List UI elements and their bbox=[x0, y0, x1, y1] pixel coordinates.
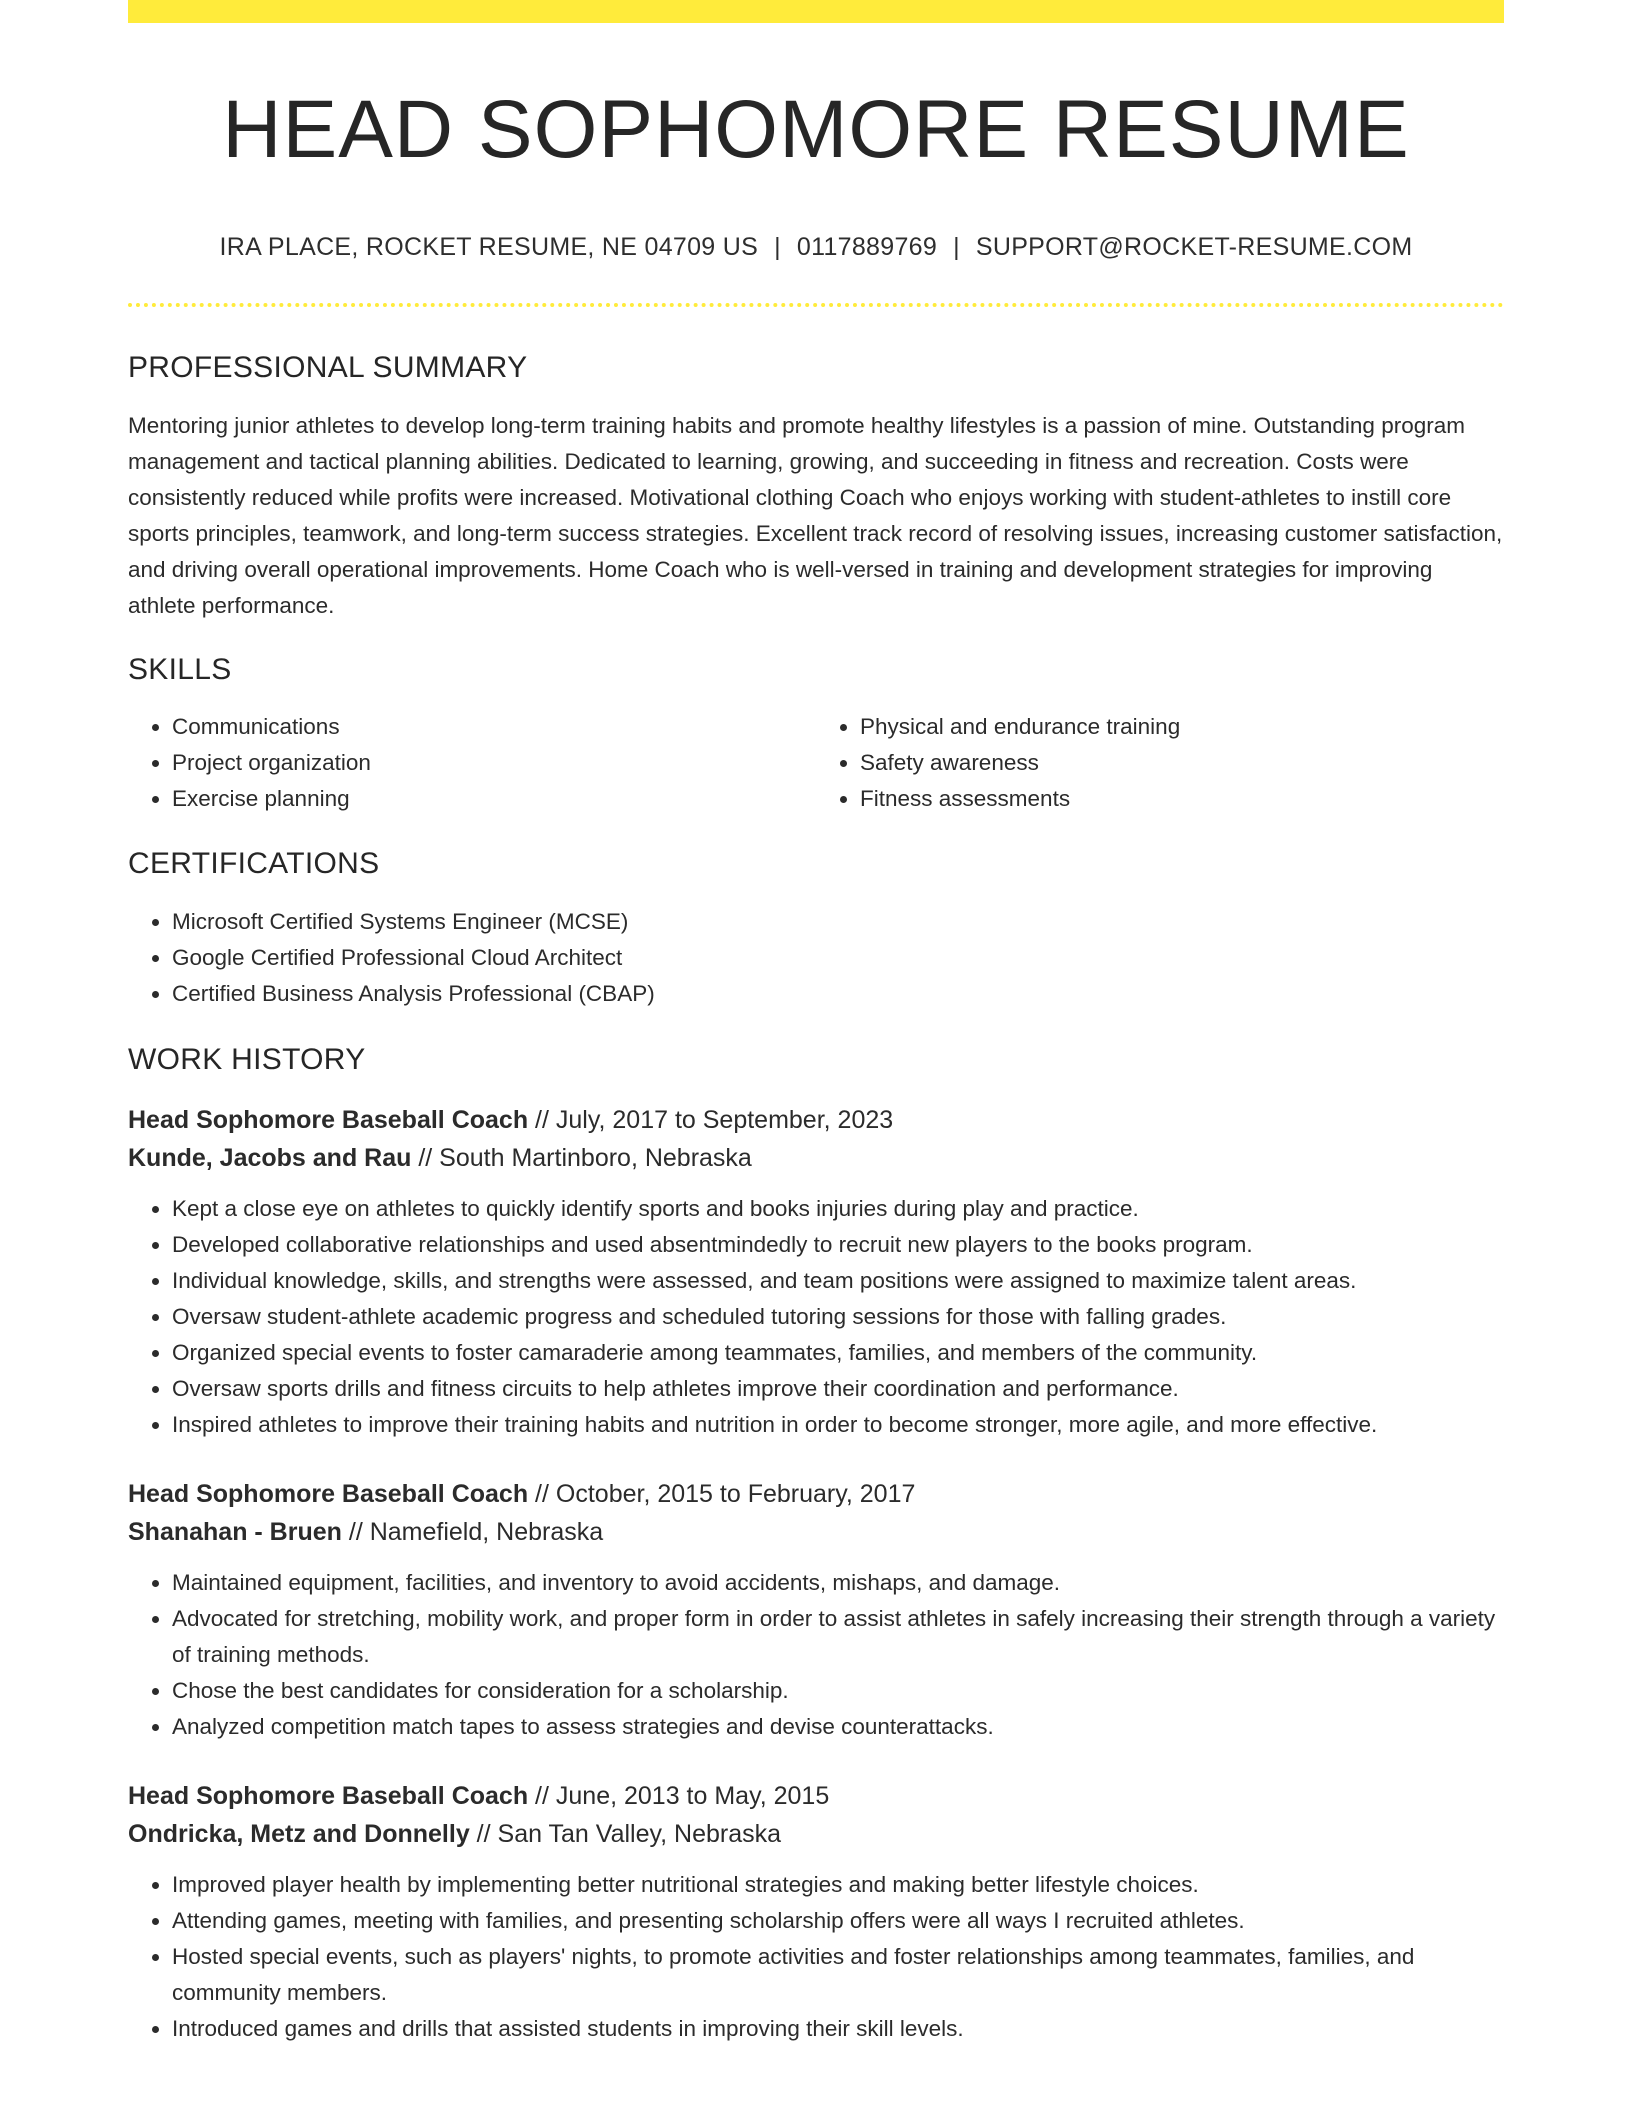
resume-content bbox=[128, 0, 1504, 2047]
contact-email: SUPPORT@ROCKET-RESUME.COM bbox=[975, 233, 1413, 261]
certification-item: • Certified Business Analysis Professional (CBAP) bbox=[172, 976, 1504, 1012]
job-bullets bbox=[128, 1565, 1504, 1745]
job-bullet: • Developed collaborative relationships and used absentmindedly to recruit new players to the books program. bbox=[172, 1227, 1504, 1263]
skill-item: • Fitness assessments bbox=[860, 781, 1504, 817]
skills-grid bbox=[128, 709, 1504, 817]
job-location: // Namefield, Nebraska bbox=[341, 1518, 604, 1546]
certification-item: • Google Certified Professional Cloud Architect bbox=[172, 940, 1504, 976]
job-bullet: • Inspired athletes to improve their training habits and nutrition in order to become stronger, more agile, and more effective. bbox=[172, 1407, 1504, 1443]
job-bullets bbox=[128, 1191, 1504, 1443]
job-title: Head Sophomore Baseball Coach bbox=[128, 1782, 529, 1810]
job-location: // San Tan Valley, Nebraska bbox=[469, 1820, 782, 1848]
work-history-heading: WORK HISTORY bbox=[128, 1043, 366, 1076]
skill-item: • Project organization bbox=[172, 745, 816, 781]
summary-text: Mentoring junior athletes to develop long-term training habits and promote healthy lifestyles is a passion of mine. Outstanding program management and tactical planning abilities. Dedicated to learning, growing, and succeeding in fitness and recreation. Costs were consistently reduced while profits were increased. Motivational clothing Coach who enjoys working with student-athletes to instill core sports principles, teamwork, and long-term success strategies. Excellent track record of resolving issues, increasing customer satisfaction, and driving overall operational improvements. Home Coach who is well-versed in training and development strategies for improving athlete performance. bbox=[128, 413, 1503, 618]
contact-address: IRA PLACE, ROCKET RESUME, NE 04709 US bbox=[219, 233, 759, 261]
job-dates: // June, 2013 to May, 2015 bbox=[528, 1782, 830, 1810]
job-title-line bbox=[128, 1475, 1504, 1513]
job-title-line bbox=[128, 1101, 1504, 1139]
skills-list-left bbox=[128, 709, 816, 817]
job-entry bbox=[128, 1475, 1504, 1745]
job-entry bbox=[128, 1777, 1504, 2047]
job-bullet: • Analyzed competition match tapes to assess strategies and devise counterattacks. bbox=[172, 1709, 1504, 1745]
job-company-line bbox=[128, 1513, 1504, 1551]
skill-item: • Safety awareness bbox=[860, 745, 1504, 781]
job-bullet: • Kept a close eye on athletes to quickly identify sports and books injuries during play and practice. bbox=[172, 1191, 1504, 1227]
job-bullet: • Maintained equipment, facilities, and inventory to avoid accidents, mishaps, and damage. bbox=[172, 1565, 1504, 1601]
job-bullet: • Improved player health by implementing better nutritional strategies and making better lifestyle choices. bbox=[172, 1867, 1504, 1903]
job-bullet: • Attending games, meeting with families, and presenting scholarship offers were all ways I recruited athletes. bbox=[172, 1903, 1504, 1939]
summary-heading: PROFESSIONAL SUMMARY bbox=[128, 351, 528, 384]
skill-item: • Physical and endurance training bbox=[860, 709, 1504, 745]
certifications-list bbox=[128, 904, 1504, 1012]
job-bullet: • Organized special events to foster camaraderie among teammates, families, and members of the community. bbox=[172, 1335, 1504, 1371]
certification-item: • Microsoft Certified Systems Engineer (MCSE) bbox=[172, 904, 1504, 940]
job-title: Head Sophomore Baseball Coach bbox=[128, 1480, 529, 1508]
job-title: Head Sophomore Baseball Coach bbox=[128, 1106, 529, 1134]
job-bullet: • Individual knowledge, skills, and strengths were assessed, and team positions were assigned to maximize talent areas. bbox=[172, 1263, 1504, 1299]
job-bullet: • Advocated for stretching, mobility work, and proper form in order to assist athletes in safely increasing their strength through a variety of training methods. bbox=[172, 1601, 1504, 1673]
job-bullet: • Oversaw sports drills and fitness circuits to help athletes improve their coordination and performance. bbox=[172, 1371, 1504, 1407]
contact-separator: | bbox=[774, 233, 781, 261]
job-company-line bbox=[128, 1815, 1504, 1853]
skill-item: • Exercise planning bbox=[172, 781, 816, 817]
job-dates: // July, 2017 to September, 2023 bbox=[528, 1106, 894, 1134]
job-title-line bbox=[128, 1777, 1504, 1815]
job-company-line bbox=[128, 1139, 1504, 1177]
job-company: Kunde, Jacobs and Rau bbox=[128, 1144, 412, 1172]
skills-list-right bbox=[816, 709, 1504, 817]
header-divider bbox=[128, 303, 1504, 307]
certifications-heading: CERTIFICATIONS bbox=[128, 847, 380, 880]
job-entry bbox=[128, 1101, 1504, 1443]
job-bullet: • Hosted special events, such as players' nights, to promote activities and foster relationships among teammates, families, and community members. bbox=[172, 1939, 1504, 2011]
job-bullet: • Oversaw student-athlete academic progress and scheduled tutoring sessions for those with falling grades. bbox=[172, 1299, 1504, 1335]
job-bullet: • Chose the best candidates for consideration for a scholarship. bbox=[172, 1673, 1504, 1709]
resume-name: HEAD SOPHOMORE RESUME bbox=[222, 84, 1410, 175]
job-dates: // October, 2015 to February, 2017 bbox=[528, 1480, 916, 1508]
skill-item: • Communications bbox=[172, 709, 816, 745]
contact-line bbox=[128, 232, 1504, 262]
skills-heading: SKILLS bbox=[128, 653, 232, 686]
contact-separator: | bbox=[953, 233, 960, 261]
job-bullets bbox=[128, 1867, 1504, 2047]
job-bullet: • Introduced games and drills that assisted students in improving their skill levels. bbox=[172, 2011, 1504, 2047]
job-company: Shanahan - Bruen bbox=[128, 1518, 342, 1546]
job-location: // South Martinboro, Nebraska bbox=[411, 1144, 752, 1172]
contact-phone: 0117889769 bbox=[796, 233, 938, 261]
job-company: Ondricka, Metz and Donnelly bbox=[128, 1820, 470, 1848]
